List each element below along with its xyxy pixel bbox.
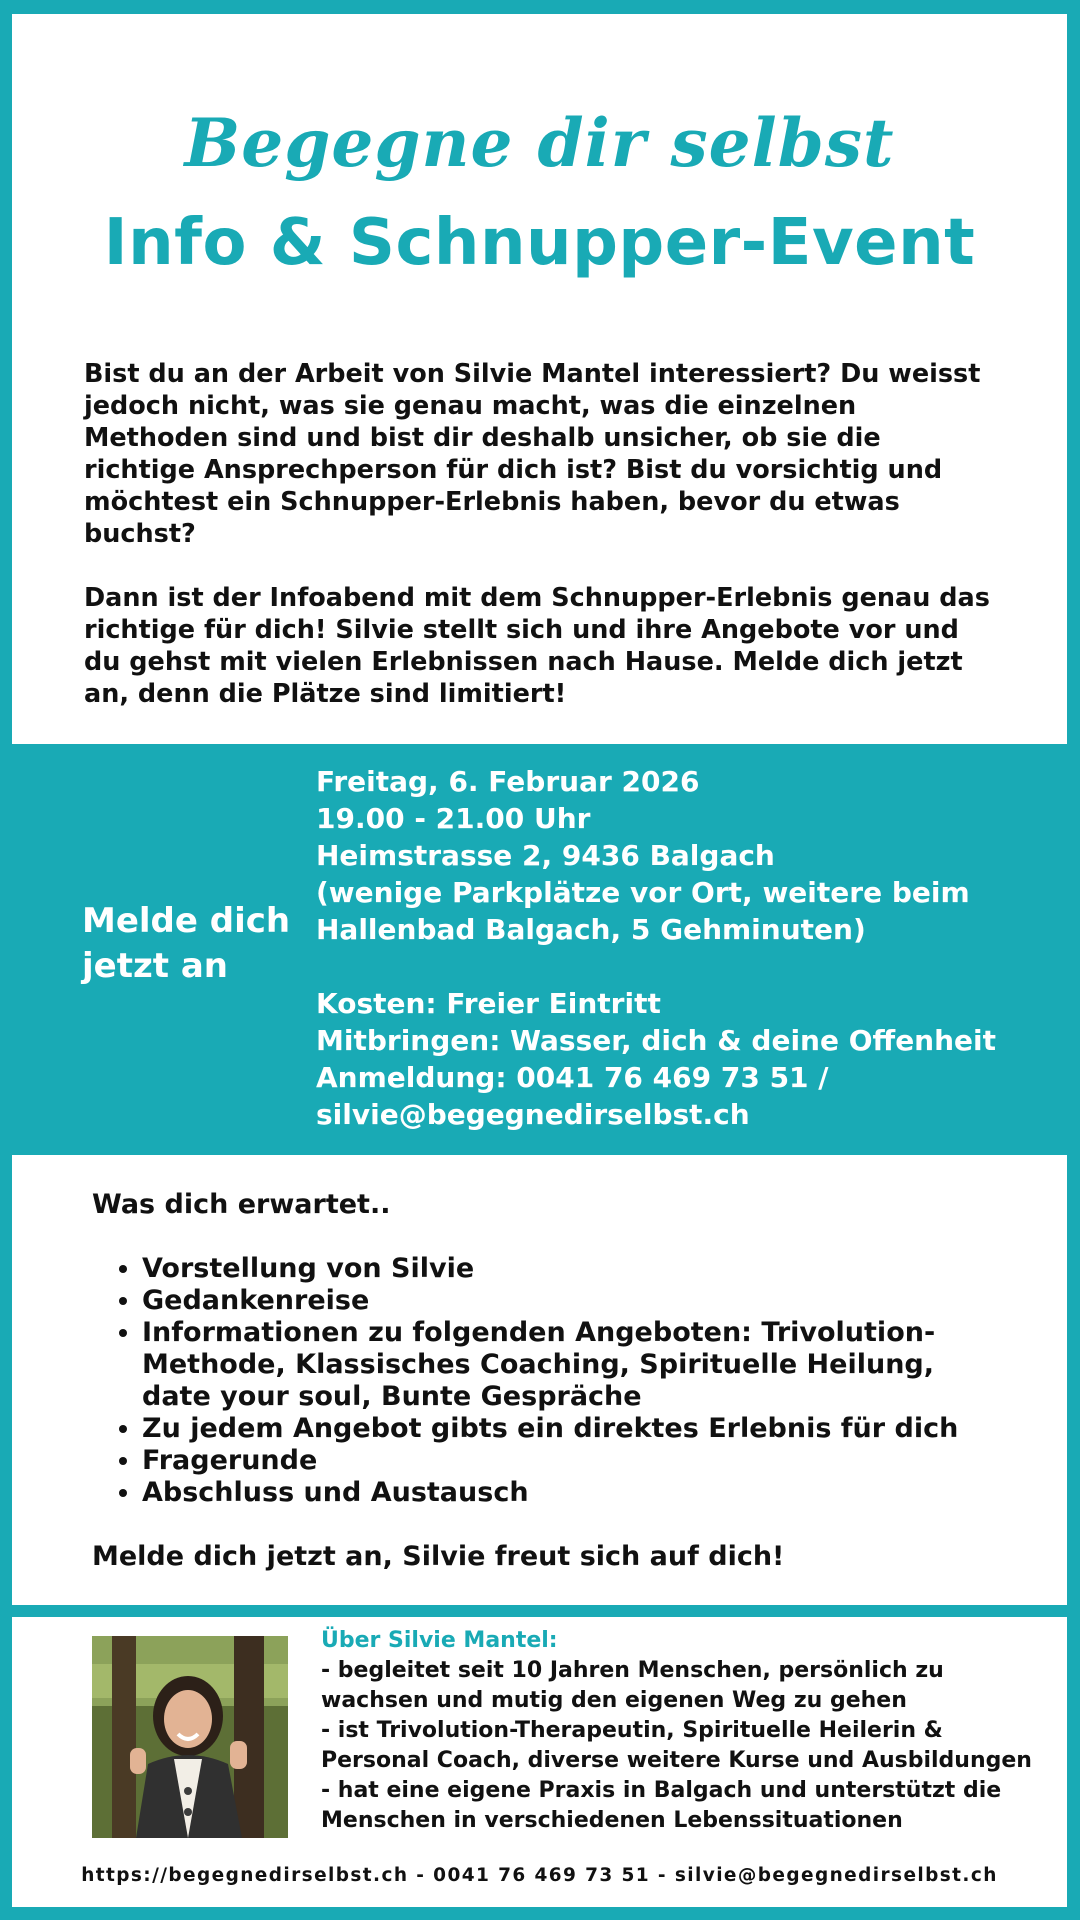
intro-paragraph: Dann ist der Infoabend mit dem Schnupper-Erlebnis genau das richtige für dich! Silvie stellt sich und ihre Angebote vor und du gehst mit vielen Erlebnissen nach Hause. Melde dich jetzt an, denn die Plätze sind limitiert! [84, 583, 990, 709]
closing-line: Melde dich jetzt an, Silvie freut sich auf dich! [92, 1541, 785, 1572]
cta-line: jetzt an [82, 946, 228, 986]
list-item: • Gedankenreise [142, 1285, 1012, 1317]
about-section [321, 1626, 1046, 1836]
about-heading: Über Silvie Mantel: [321, 1628, 558, 1653]
program-list [92, 1253, 1012, 1509]
what-to-bring: Mitbringen: Wasser, dich & deine Offenheit [316, 1024, 997, 1057]
portrait-image [92, 1636, 288, 1838]
intro-panel [12, 14, 1067, 744]
list-item: • Zu jedem Angebot gibts ein direktes Erlebnis für dich [142, 1413, 1012, 1445]
event-date: Freitag, 6. Februar 2026 [316, 765, 700, 798]
footer-contact: https://begegnedirselbst.ch - 0041 76 469 73 51 - silvie@begegnedirselbst.ch [81, 1865, 998, 1886]
list-item: • Vorstellung von Silvie [142, 1253, 1012, 1285]
event-info [316, 763, 1036, 1133]
about-line: - begleitet seit 10 Jahren Menschen, persönlich zu [321, 1658, 944, 1683]
about-line: Personal Coach, diverse weitere Kurse und Ausbildungen [321, 1748, 1032, 1773]
about-line: - hat eine eigene Praxis in Balgach und unterstützt die [321, 1778, 1002, 1803]
page-title: Info & Schnupper-Event [103, 206, 976, 280]
cta-line: Melde dich [82, 901, 291, 941]
event-cost: Kosten: Freier Eintritt [316, 987, 661, 1020]
about-line: wachsen und mutig den eigenen Weg zu gehen [321, 1688, 907, 1713]
about-line: - ist Trivolution-Therapeutin, Spirituelle Heilerin & [321, 1718, 943, 1743]
registration-email: silvie@begegnedirselbst.ch [316, 1098, 750, 1131]
event-time: 19.00 - 21.00 Uhr [316, 802, 591, 835]
program-section [92, 1189, 1012, 1573]
program-heading: Was dich erwartet.. [92, 1189, 391, 1220]
intro-paragraph: Bist du an der Arbeit von Silvie Mantel interessiert? Du weisst jedoch nicht, was sie genau macht, was die einzelnen Methoden sind und bist dir deshalb unsicher, ob sie die richtige Ansprechperson für dich ist? Bist du vorsichtig und möchtest ein Schnupper-Erlebnis haben, bevor du etwas buchst? [84, 359, 981, 549]
about-line: Menschen in verschiedenen Lebenssituationen [321, 1808, 903, 1833]
portrait-photo [92, 1636, 288, 1838]
list-item: • Informationen zu folgenden Angeboten: Trivolution-Methode, Klassisches Coaching, Spirituelle Heilung, date your soul, Bunte Gespräche [142, 1317, 1012, 1413]
spacer [316, 948, 1036, 985]
list-item: • Abschluss und Austausch [142, 1477, 1012, 1509]
intro-text [84, 358, 999, 710]
registration-phone: Anmeldung: 0041 76 469 73 51 / [316, 1061, 829, 1094]
list-item: • Fragerunde [142, 1445, 1012, 1477]
event-address: Heimstrasse 2, 9436 Balgach [316, 839, 775, 872]
event-details-band [0, 744, 1080, 1155]
parking-note: Hallenbad Balgach, 5 Gehminuten) [316, 913, 866, 946]
about-panel [12, 1617, 1067, 1907]
script-title: Begegne dir selbst [184, 104, 895, 182]
parking-note: (wenige Parkplätze vor Ort, weitere beim [316, 876, 970, 909]
registration-call-to-action [82, 899, 302, 989]
program-panel [12, 1155, 1067, 1605]
